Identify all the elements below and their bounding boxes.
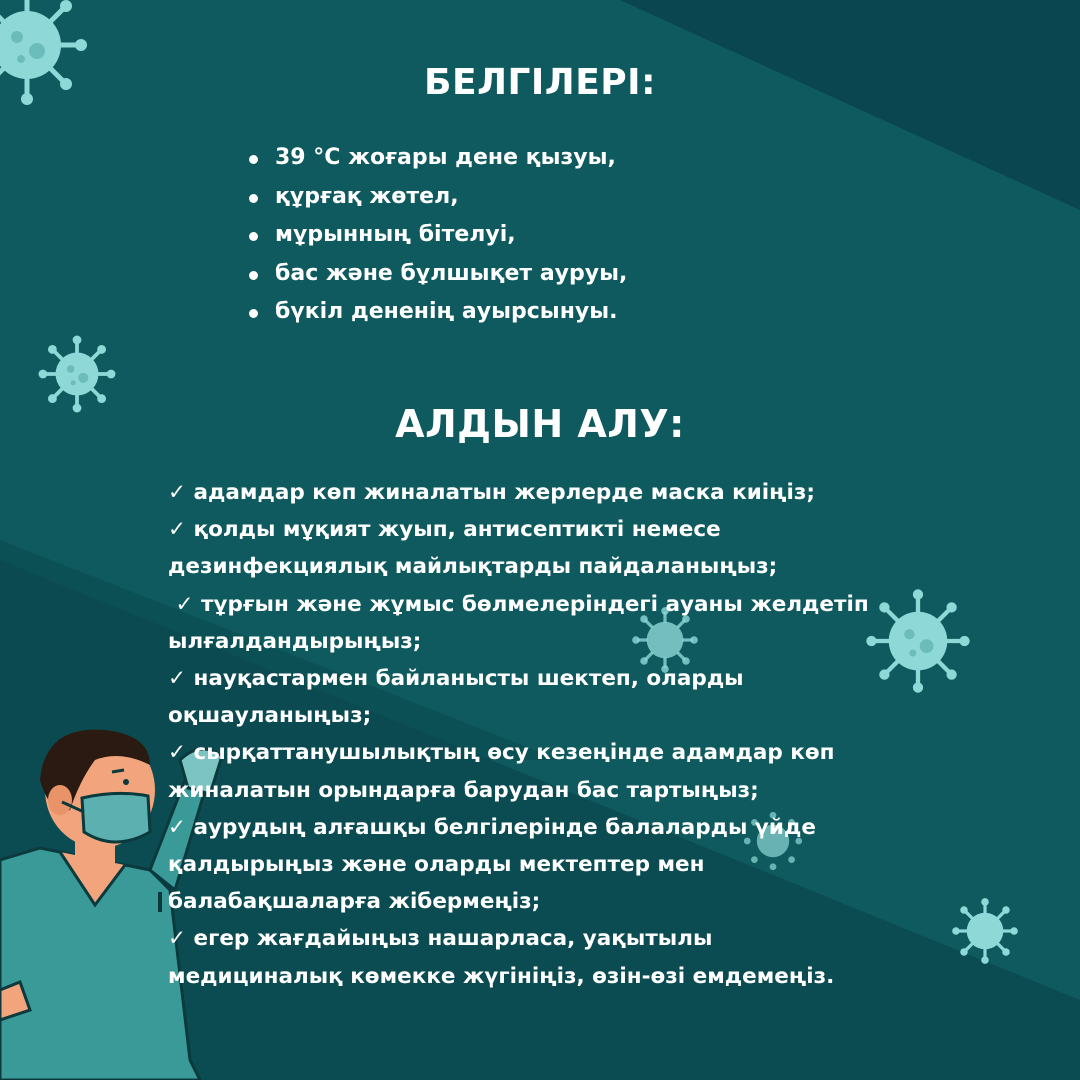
bullet-icon	[249, 194, 258, 203]
prevention-heading: АЛДЫН АЛУ:	[395, 402, 685, 446]
list-item: 39 °С жоғары дене қызуы,	[246, 139, 627, 178]
list-item: бүкіл дененің ауырсынуы.	[246, 293, 627, 332]
prevention-line: ✓ егер жағдайыңыз нашарласа, уақытылы	[168, 926, 713, 952]
list-item: мұрынның бітелуі,	[246, 216, 627, 255]
prevention-line: ✓ қолды мұқият жуып, антисептикті немесе	[168, 517, 721, 543]
symptoms-list	[246, 139, 627, 332]
bullet-icon	[249, 309, 258, 318]
bullet-icon	[249, 155, 258, 164]
prevention-line: ✓ сырқаттанушылықтың өсу кезеңінде адамдар көп	[168, 740, 835, 766]
prevention-line: ✓ тұрғын және жұмыс бөлмелеріндегі ауаны желдетіп	[168, 591, 869, 617]
bullet-icon	[249, 271, 258, 280]
bullet-icon	[249, 232, 258, 241]
prevention-line: ✓ аурудың алғашқы белгілерінде балаларды үйде	[168, 814, 816, 840]
prevention-line: медициналық көмекке жүгініңіз, өзін-өзі емдемеңіз.	[168, 963, 835, 989]
prevention-line: дезинфекциялық майлықтарды пайдаланыңыз;	[168, 554, 778, 580]
list-item: құрғақ жөтел,	[246, 178, 627, 217]
prevention-line: балабақшаларға жібермеңіз;	[168, 889, 541, 915]
prevention-line: ✓ науқастармен байланысты шектеп, оларды	[168, 666, 744, 692]
prevention-list	[168, 474, 968, 995]
prevention-line: ылғалдандырыңыз;	[168, 628, 422, 654]
list-item: бас және бұлшықет ауруы,	[246, 255, 627, 294]
symptoms-heading: БЕЛГІЛЕРІ:	[424, 62, 656, 103]
prevention-line: жиналатын орындарға барудан бас тартыңыз;	[168, 777, 759, 803]
prevention-line: ✓ адамдар көп жиналатын жерлерде маска киіңіз;	[168, 480, 816, 505]
prevention-line: оқшауланыңыз;	[168, 703, 372, 729]
prevention-line: қалдырыңыз және оларды мектептер мен	[168, 852, 705, 878]
